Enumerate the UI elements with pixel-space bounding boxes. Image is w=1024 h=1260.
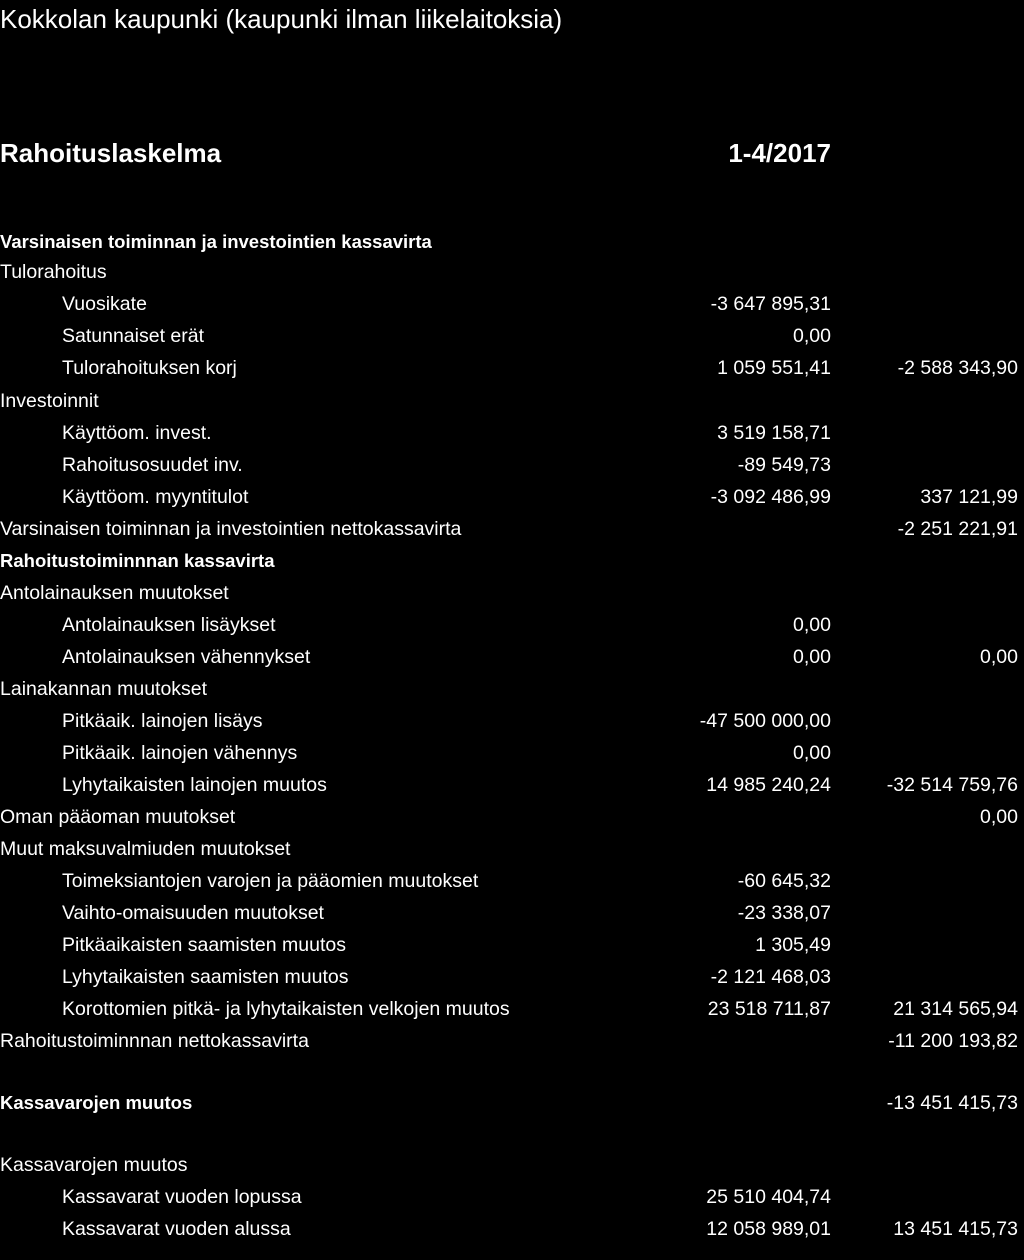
line-item-row	[0, 897, 1024, 929]
row-label: Lyhytaikaisten saamisten muutos	[62, 966, 349, 988]
group-row	[0, 385, 1024, 417]
row-label: Rahoitustoiminnnan kassavirta	[0, 550, 275, 571]
amount-column-1: 3 519 158,71	[717, 422, 831, 444]
row-label: Käyttöom. myyntitulot	[62, 486, 249, 508]
line-item-row	[0, 929, 1024, 961]
amount-column-1: -89 549,73	[737, 454, 831, 476]
amount-column-1: 0,00	[793, 325, 831, 347]
amount-column-1: -2 121 468,03	[710, 966, 831, 988]
group-row	[0, 1149, 1024, 1181]
amount-column-1: -3 647 895,31	[710, 293, 831, 315]
row-label: Antolainauksen lisäykset	[62, 614, 276, 636]
group-row	[0, 673, 1024, 705]
section-heading-row	[0, 226, 1024, 258]
row-label: Vuosikate	[62, 293, 147, 315]
row-label: Muut maksuvalmiuden muutokset	[0, 838, 291, 860]
line-item-row	[0, 288, 1024, 320]
amount-column-2: -2 251 221,91	[897, 518, 1018, 540]
row-label: Antolainauksen muutokset	[0, 582, 229, 604]
row-label: Antolainauksen vähennykset	[62, 646, 311, 668]
line-item-row	[0, 705, 1024, 737]
row-label: Varsinaisen toiminnan ja investointien nettokassavirta	[0, 518, 462, 540]
amount-column-1: 0,00	[793, 742, 831, 764]
report-title: Rahoituslaskelma	[0, 138, 222, 168]
amount-column-1: -60 645,32	[737, 870, 831, 892]
row-label: Korottomien pitkä- ja lyhytaikaisten velkojen muutos	[62, 998, 510, 1020]
row-label: Tulorahoituksen korj	[62, 357, 237, 379]
amount-column-2: -13 451 415,73	[886, 1092, 1018, 1114]
amount-column-1: 0,00	[793, 614, 831, 636]
row-label: Kassavarat vuoden lopussa	[62, 1186, 302, 1208]
amount-column-2: 13 451 415,73	[893, 1218, 1018, 1240]
amount-column-1: -47 500 000,00	[699, 710, 831, 732]
group-row	[0, 513, 1024, 545]
row-label: Satunnaiset erät	[62, 325, 205, 347]
amount-column-1: 0,00	[793, 646, 831, 668]
row-label: Lyhytaikaisten lainojen muutos	[62, 774, 327, 796]
line-item-row	[0, 481, 1024, 513]
row-label: Investoinnit	[0, 390, 99, 412]
row-label: Rahoitusosuudet inv.	[62, 454, 243, 476]
row-label: Käyttöom. invest.	[62, 422, 212, 444]
row-label: Rahoitustoiminnnan nettokassavirta	[0, 1030, 309, 1052]
line-item-row	[0, 1213, 1024, 1245]
amount-column-2: -11 200 193,82	[888, 1030, 1018, 1052]
amount-column-2: -32 514 759,76	[886, 774, 1018, 796]
section-heading-row	[0, 1087, 1024, 1119]
amount-column-1: 1 059 551,41	[717, 357, 831, 379]
group-row	[0, 801, 1024, 833]
line-item-row	[0, 1181, 1024, 1213]
line-item-row	[0, 961, 1024, 993]
line-item-row	[0, 449, 1024, 481]
amount-column-2: 337 121,99	[920, 486, 1018, 508]
row-label: Kassavarojen muutos	[0, 1092, 193, 1113]
row-label: Vaihto-omaisuuden muutokset	[62, 902, 324, 924]
line-item-row	[0, 609, 1024, 641]
line-item-row	[0, 993, 1024, 1025]
group-row	[0, 577, 1024, 609]
row-label: Lainakannan muutokset	[0, 678, 208, 700]
amount-column-1: 23 518 711,87	[707, 998, 831, 1020]
section-heading-row	[0, 545, 1024, 577]
line-item-row	[0, 865, 1024, 897]
line-item-row	[0, 737, 1024, 769]
row-label: Kassavarat vuoden alussa	[62, 1218, 291, 1240]
row-label: Varsinaisen toiminnan ja investointien kassavirta	[0, 231, 432, 252]
report-period: 1-4/2017	[728, 138, 831, 168]
row-label: Pitkäaik. lainojen vähennys	[62, 742, 298, 764]
amount-column-1: 12 058 989,01	[706, 1218, 831, 1240]
amount-column-2: 0,00	[980, 806, 1018, 828]
row-label: Oman pääoman muutokset	[0, 806, 236, 828]
row-label: Pitkäaikaisten saamisten muutos	[62, 934, 346, 956]
amount-column-1: 14 985 240,24	[706, 774, 831, 796]
row-label: Toimeksiantojen varojen ja pääomien muutokset	[62, 870, 479, 892]
line-item-row	[0, 641, 1024, 673]
group-row	[0, 1025, 1024, 1057]
line-item-row	[0, 769, 1024, 801]
amount-column-1: -3 092 486,99	[710, 486, 831, 508]
amount-column-2: 21 314 565,94	[893, 998, 1018, 1020]
row-label: Kassavarojen muutos	[0, 1154, 188, 1176]
line-item-row	[0, 352, 1024, 384]
line-item-row	[0, 320, 1024, 352]
row-label: Pitkäaik. lainojen lisäys	[62, 710, 263, 732]
amount-column-1: -23 338,07	[737, 902, 831, 924]
amount-column-1: 25 510 404,74	[706, 1186, 831, 1208]
amount-column-2: -2 588 343,90	[897, 357, 1018, 379]
amount-column-1: 1 305,49	[755, 934, 831, 956]
row-label: Tulorahoitus	[0, 261, 107, 283]
line-item-row	[0, 417, 1024, 449]
organization-title: Kokkolan kaupunki (kaupunki ilman liikelaitoksia)	[0, 4, 563, 34]
group-row	[0, 833, 1024, 865]
group-row	[0, 256, 1024, 288]
amount-column-2: 0,00	[980, 646, 1018, 668]
